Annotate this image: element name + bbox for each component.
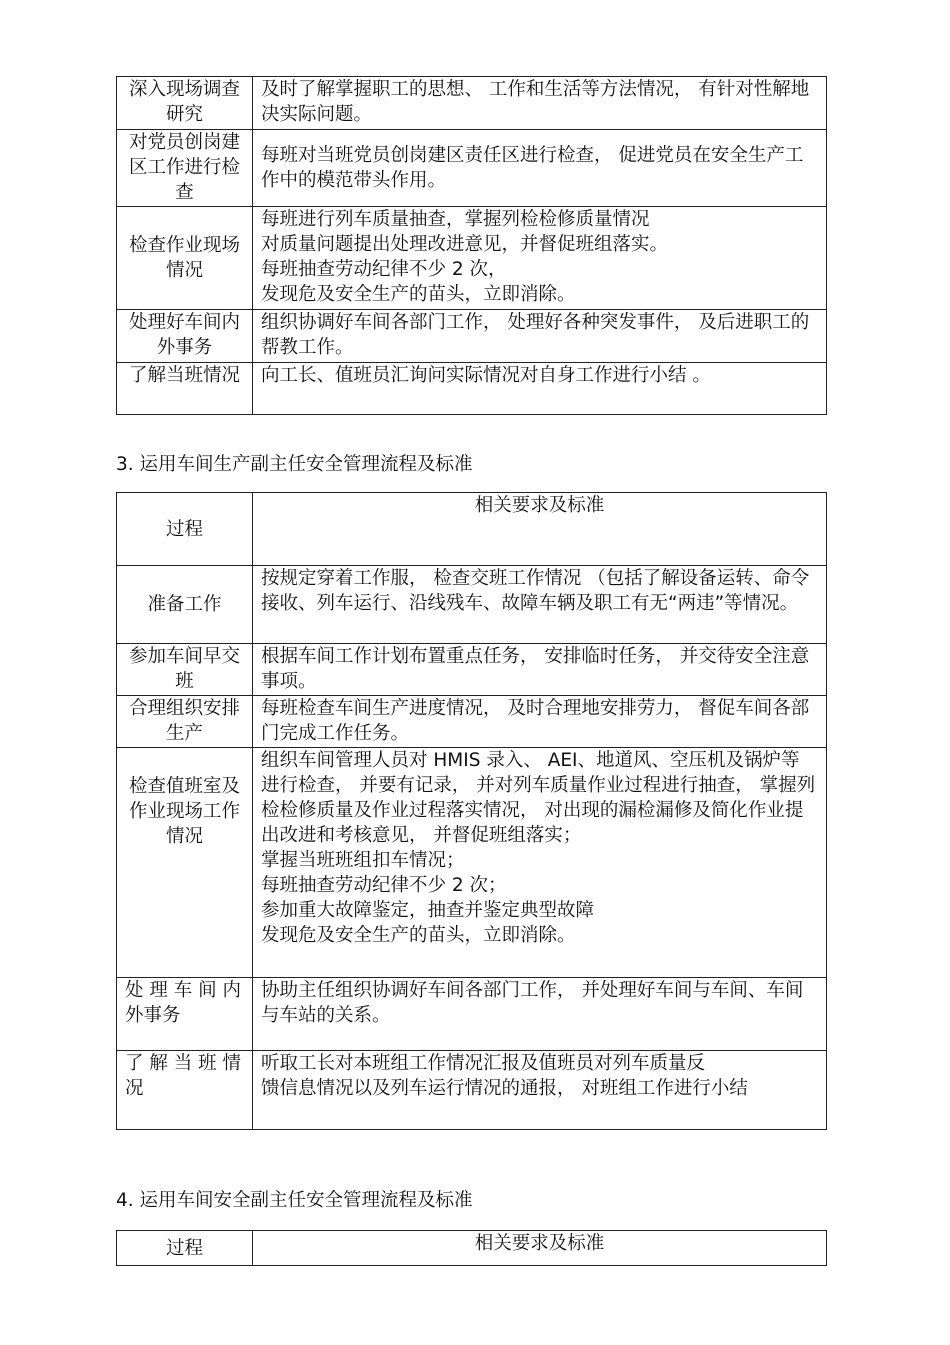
process-cell: 对党员创岗建区工作进行检查	[117, 130, 253, 207]
process-cell: 参加车间早交班	[117, 644, 253, 696]
process-cell: 了 解 当 班 情 况	[117, 1051, 253, 1130]
table-row	[117, 1051, 827, 1130]
requirement-line: 向工长、值班员汇询问实际情况对自身工作进行小结 。	[261, 365, 711, 386]
process-cell: 处 理 车 间 内 外事务	[117, 978, 253, 1051]
header-requirement: 相关要求及标准	[253, 1231, 827, 1266]
table-row	[117, 978, 827, 1051]
requirement-line: 组织协调好车间各部门工作， 处理好各种突发事件， 及后进职工的帮教工作。	[261, 312, 810, 358]
table-row	[117, 363, 827, 415]
table-section3	[116, 492, 827, 1130]
table-section2-continued	[116, 76, 827, 415]
requirement-line: 每班对当班党员创岗建区责任区进行检查， 促进党员在安全生产工作中的模范带头作用。	[261, 145, 804, 191]
requirement-cell	[253, 1051, 827, 1130]
requirement-cell	[253, 310, 827, 363]
requirement-line: 每班进行列车质量抽查，掌握列检检修质量情况	[261, 209, 650, 230]
requirement-line: 对质量问题提出处理改进意见，并督促班组落实。	[261, 234, 669, 255]
table-row	[117, 644, 827, 696]
header-requirement: 相关要求及标准	[253, 493, 827, 566]
requirement-line: 馈信息情况以及列车运行情况的通报， 对班组工作进行小结	[261, 1078, 748, 1099]
table-row	[117, 207, 827, 310]
requirement-line: 听取工长对本班组工作情况汇报及值班员对列车质量反	[261, 1053, 706, 1074]
table-row	[117, 748, 827, 978]
process-cell: 深入现场调查研究	[117, 77, 253, 130]
table-header-row	[117, 1231, 827, 1266]
requirement-cell	[253, 130, 827, 207]
requirement-cell	[253, 566, 827, 644]
requirement-cell	[253, 748, 827, 978]
table-section4	[116, 1230, 827, 1266]
header-process: 过程	[117, 1231, 253, 1266]
section-heading-3: 3. 运用车间生产副主任安全管理流程及标准	[116, 454, 473, 475]
process-cell: 检查值班室及作业现场工作情况	[117, 748, 253, 978]
table-row	[117, 696, 827, 748]
requirement-cell	[253, 644, 827, 696]
requirement-line: 掌握当班班组扣车情况；	[261, 850, 465, 871]
process-cell: 了解当班情况	[117, 363, 253, 415]
requirement-cell	[253, 77, 827, 130]
requirement-line: 每班检查车间生产进度情况， 及时合理地安排劳力， 督促车间各部门完成工作任务。	[261, 698, 810, 744]
process-cell: 处理好车间内外事务	[117, 310, 253, 363]
table-row	[117, 130, 827, 207]
header-process: 过程	[117, 493, 253, 566]
requirement-line: 按规定穿着工作服， 检查交班工作情况 （包括了解设备运转、命令接收、列车运行、沿线残车、故障车辆及职工有无“两违”等情况。	[261, 568, 810, 614]
requirement-line: 参加重大故障鉴定，抽查并鉴定典型故障	[261, 900, 595, 921]
process-cell: 合理组织安排生产	[117, 696, 253, 748]
process-cell: 检查作业现场情况	[117, 207, 253, 310]
table-row	[117, 310, 827, 363]
requirement-cell	[253, 978, 827, 1051]
requirement-line: 及时了解掌握职工的思想、 工作和生活等方法情况， 有针对性解地决实际问题。	[261, 79, 810, 125]
requirement-cell	[253, 363, 827, 415]
requirement-line: 发现危及安全生产的苗头，立即消除。	[261, 925, 576, 946]
requirement-cell	[253, 207, 827, 310]
requirement-line: 协助主任组织协调好车间各部门工作， 并处理好车间与车间、车间与车站的关系。	[261, 980, 804, 1026]
requirement-line: 组织车间管理人员对 HMIS 录入、 AEI、地道风、空压机及锅炉等进行检查， 并要有记录， 并对列车质量作业过程进行抽查， 掌握列检检修质量及作业过程落实情况， 对出现的漏检漏修及简化作业提出改进和考核意见， 并督促班组落实；	[261, 750, 816, 846]
table-row	[117, 566, 827, 644]
section-heading-4: 4. 运用车间安全副主任安全管理流程及标准	[116, 1190, 473, 1211]
requirement-line: 发现危及安全生产的苗头，立即消除。	[261, 284, 576, 305]
requirement-cell	[253, 696, 827, 748]
requirement-line: 每班抽查劳动纪律不少 2 次；	[261, 875, 507, 896]
process-cell: 准备工作	[117, 566, 253, 644]
requirement-line: 每班抽查劳动纪律不少 2 次，	[261, 259, 507, 280]
table-row	[117, 77, 827, 130]
requirement-line: 根据车间工作计划布置重点任务， 安排临时任务， 并交待安全注意事项。	[261, 646, 810, 692]
table-header-row	[117, 493, 827, 566]
